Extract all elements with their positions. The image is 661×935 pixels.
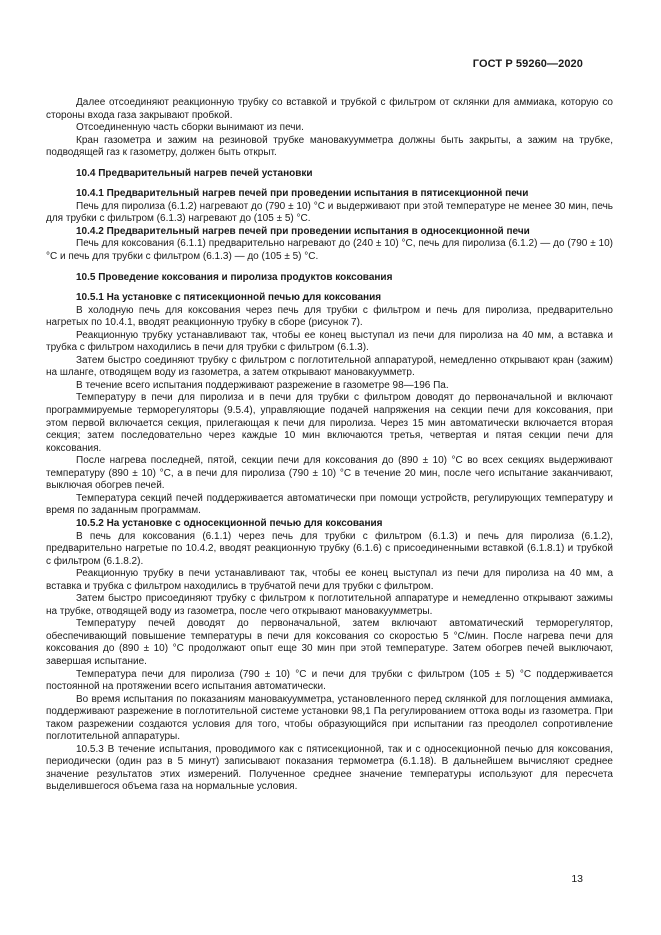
subsection-heading: 10.4.1 Предварительный нагрев печей при проведении испытания в пятисекционной печи xyxy=(76,188,529,200)
paragraph: Затем быстро присоединяют трубку с фильтром к поглотительной аппаратуре и немедленно открывают зажимы на трубке, отводящей воду из газометра, после чего открывают мановакуумметры. xyxy=(46,593,613,617)
paragraph: После нагрева последней, пятой, секции печи для коксования до (890 ± 10) °С во всех секциях выдерживают температуру (890 ± 10) °С, а в печи для пиролиза (790 ± 10) °С в течение 20 мин, после чего испытание заканчивают, выключая обогрев печей. xyxy=(46,455,613,492)
paragraph: В холодную печь для коксования через печь для трубки с фильтром и печь для пиролиза, предварительно нагретых по 10.4.1, вводят реакционную трубку в сборе (рисунок 7). xyxy=(46,304,613,329)
paragraph: Температура секций печей поддерживается автоматически при помощи устройств, регулирующих температуру и время по заданным программам. xyxy=(46,492,613,517)
paragraph: Температура печи для пиролиза (790 ± 10) °С и печи для трубки с фильтром (105 ± 5) °С поддерживается постоянной на протяжении всего испытания автоматически. xyxy=(46,668,613,693)
paragraph: Затем быстро соединяют трубку с фильтром с поглотительной аппаратурой, немедленно открывают кран (зажим) на шланге, отводящем воду из газометра, а затем открывают мановакуумметр. xyxy=(46,354,613,379)
paragraph: Реакционную трубку в печи устанавливают так, чтобы ее конец выступал из печи для пиролиза на 40 мм, а вставка и трубка с фильтром находились в трубчатой печи для трубки с фильтром. xyxy=(46,568,613,592)
paragraph: Кран газометра и зажим на резиновой трубке мановакуумметра должны быть закрыты, а зажим на трубке, подводящей газ к газометру, должен быть открыт. xyxy=(46,134,613,159)
paragraph: Температуру печей доводят до первоначальной, затем включают автоматический терморегулятор, обеспечивающий повышение температуры в печи для коксования со скоростью 5 °С/мин. После нагрева печи для коксования до (890 ± 10) °С продолжают опыт еще 30 мин при этой температуре. Затем обогрев печей выключают, завершая испытание. xyxy=(46,618,613,667)
paragraph: В печь для коксования (6.1.1) через печь для трубки с фильтром (6.1.3) и печь для пиролиза (6.1.2), предварительно нагретые по 10.4.2, вводят реакционную трубку (6.1.6) с присоединенными вставкой (6.1.8.1) и трубкой с фильтром (6.1.8.2). xyxy=(46,530,613,567)
paragraph: Во время испытания по показаниям мановакуумметра, установленного перед склянкой для поглощения аммиака, поддерживают разрежение в поглотительной системе установки 98,1 Па регулированием оттока воды из газометра. При таком разрежении создаются условия для того, чтобы образующийся при испытании газ преодолел сопротивление поглотительной аппаратуры. xyxy=(46,693,613,743)
document-id: ГОСТ Р 59260—2020 xyxy=(472,58,583,70)
page-number: 13 xyxy=(571,873,583,885)
paragraph: Температуру в печи для пиролиза и в печи для трубки с фильтром доводят до первоначальной и включают программируемые терморегуляторы (9.5.4), управляющие подачей напряжения на секции печи для коксования, при этом первой включается секция, прилегающая к печи для пиролиза. Через 15 мин автоматически включается вторая секция; затем последовательно через каждые 10 мин включаются третья, четвертая и пятая секции печи для коксования. xyxy=(46,392,613,454)
section-heading: 10.5 Проведение коксования и пиролиза продуктов коксования xyxy=(76,271,393,283)
document-body xyxy=(46,97,613,794)
paragraph: Печь для коксования (6.1.1) предварительно нагревают до (240 ± 10) °С, печь для пиролиза (6.1.2) — до (790 ± 10) °С и печь для трубки с фильтром (6.1.3) — до (105 ± 5) °С. xyxy=(46,238,613,263)
paragraph: Печь для пиролиза (6.1.2) нагревают до (790 ± 10) °С и выдерживают при этой температуре не менее 30 мин, печь для трубки с фильтром (6.1.3) нагревают до (105 ± 5) °С. xyxy=(46,200,613,225)
paragraph: В течение всего испытания поддерживают разрежение в газометре 98—196 Па. xyxy=(76,379,449,391)
subsection-heading: 10.5.2 На установке с односекционной печью для коксования xyxy=(76,517,383,529)
paragraph: Отсоединенную часть сборки вынимают из печи. xyxy=(76,122,304,134)
paragraph: Реакционную трубку устанавливают так, чтобы ее конец выступал из печи для пиролиза на 40 мм, а вставка и трубка с фильтром находились в печи для трубки с фильтром (6.1.3). xyxy=(46,329,613,354)
section-heading: 10.4 Предварительный нагрев печей установки xyxy=(76,167,313,179)
paragraph: 10.5.3 В течение испытания, проводимого как с пятисекционной, так и с односекционной печью для коксования, периодически (один раз в 5 минут) записывают показания термометра (6.1.18). В дальнейшем вычисляют среднее значение результатов этих измерений. Полученное среднее значение температуры используют для пересчета выделившегося объема газа на нормальные условия. xyxy=(46,743,613,793)
subsection-heading: 10.5.1 На установке с пятисекционной печью для коксования xyxy=(76,292,382,304)
subsection-heading: 10.4.2 Предварительный нагрев печей при проведении испытания в односекционной печи xyxy=(76,225,530,237)
paragraph: Далее отсоединяют реакционную трубку со вставкой и трубкой с фильтром от склянки для аммиака, которую со стороны входа газа закрывают пробкой. xyxy=(46,97,613,121)
